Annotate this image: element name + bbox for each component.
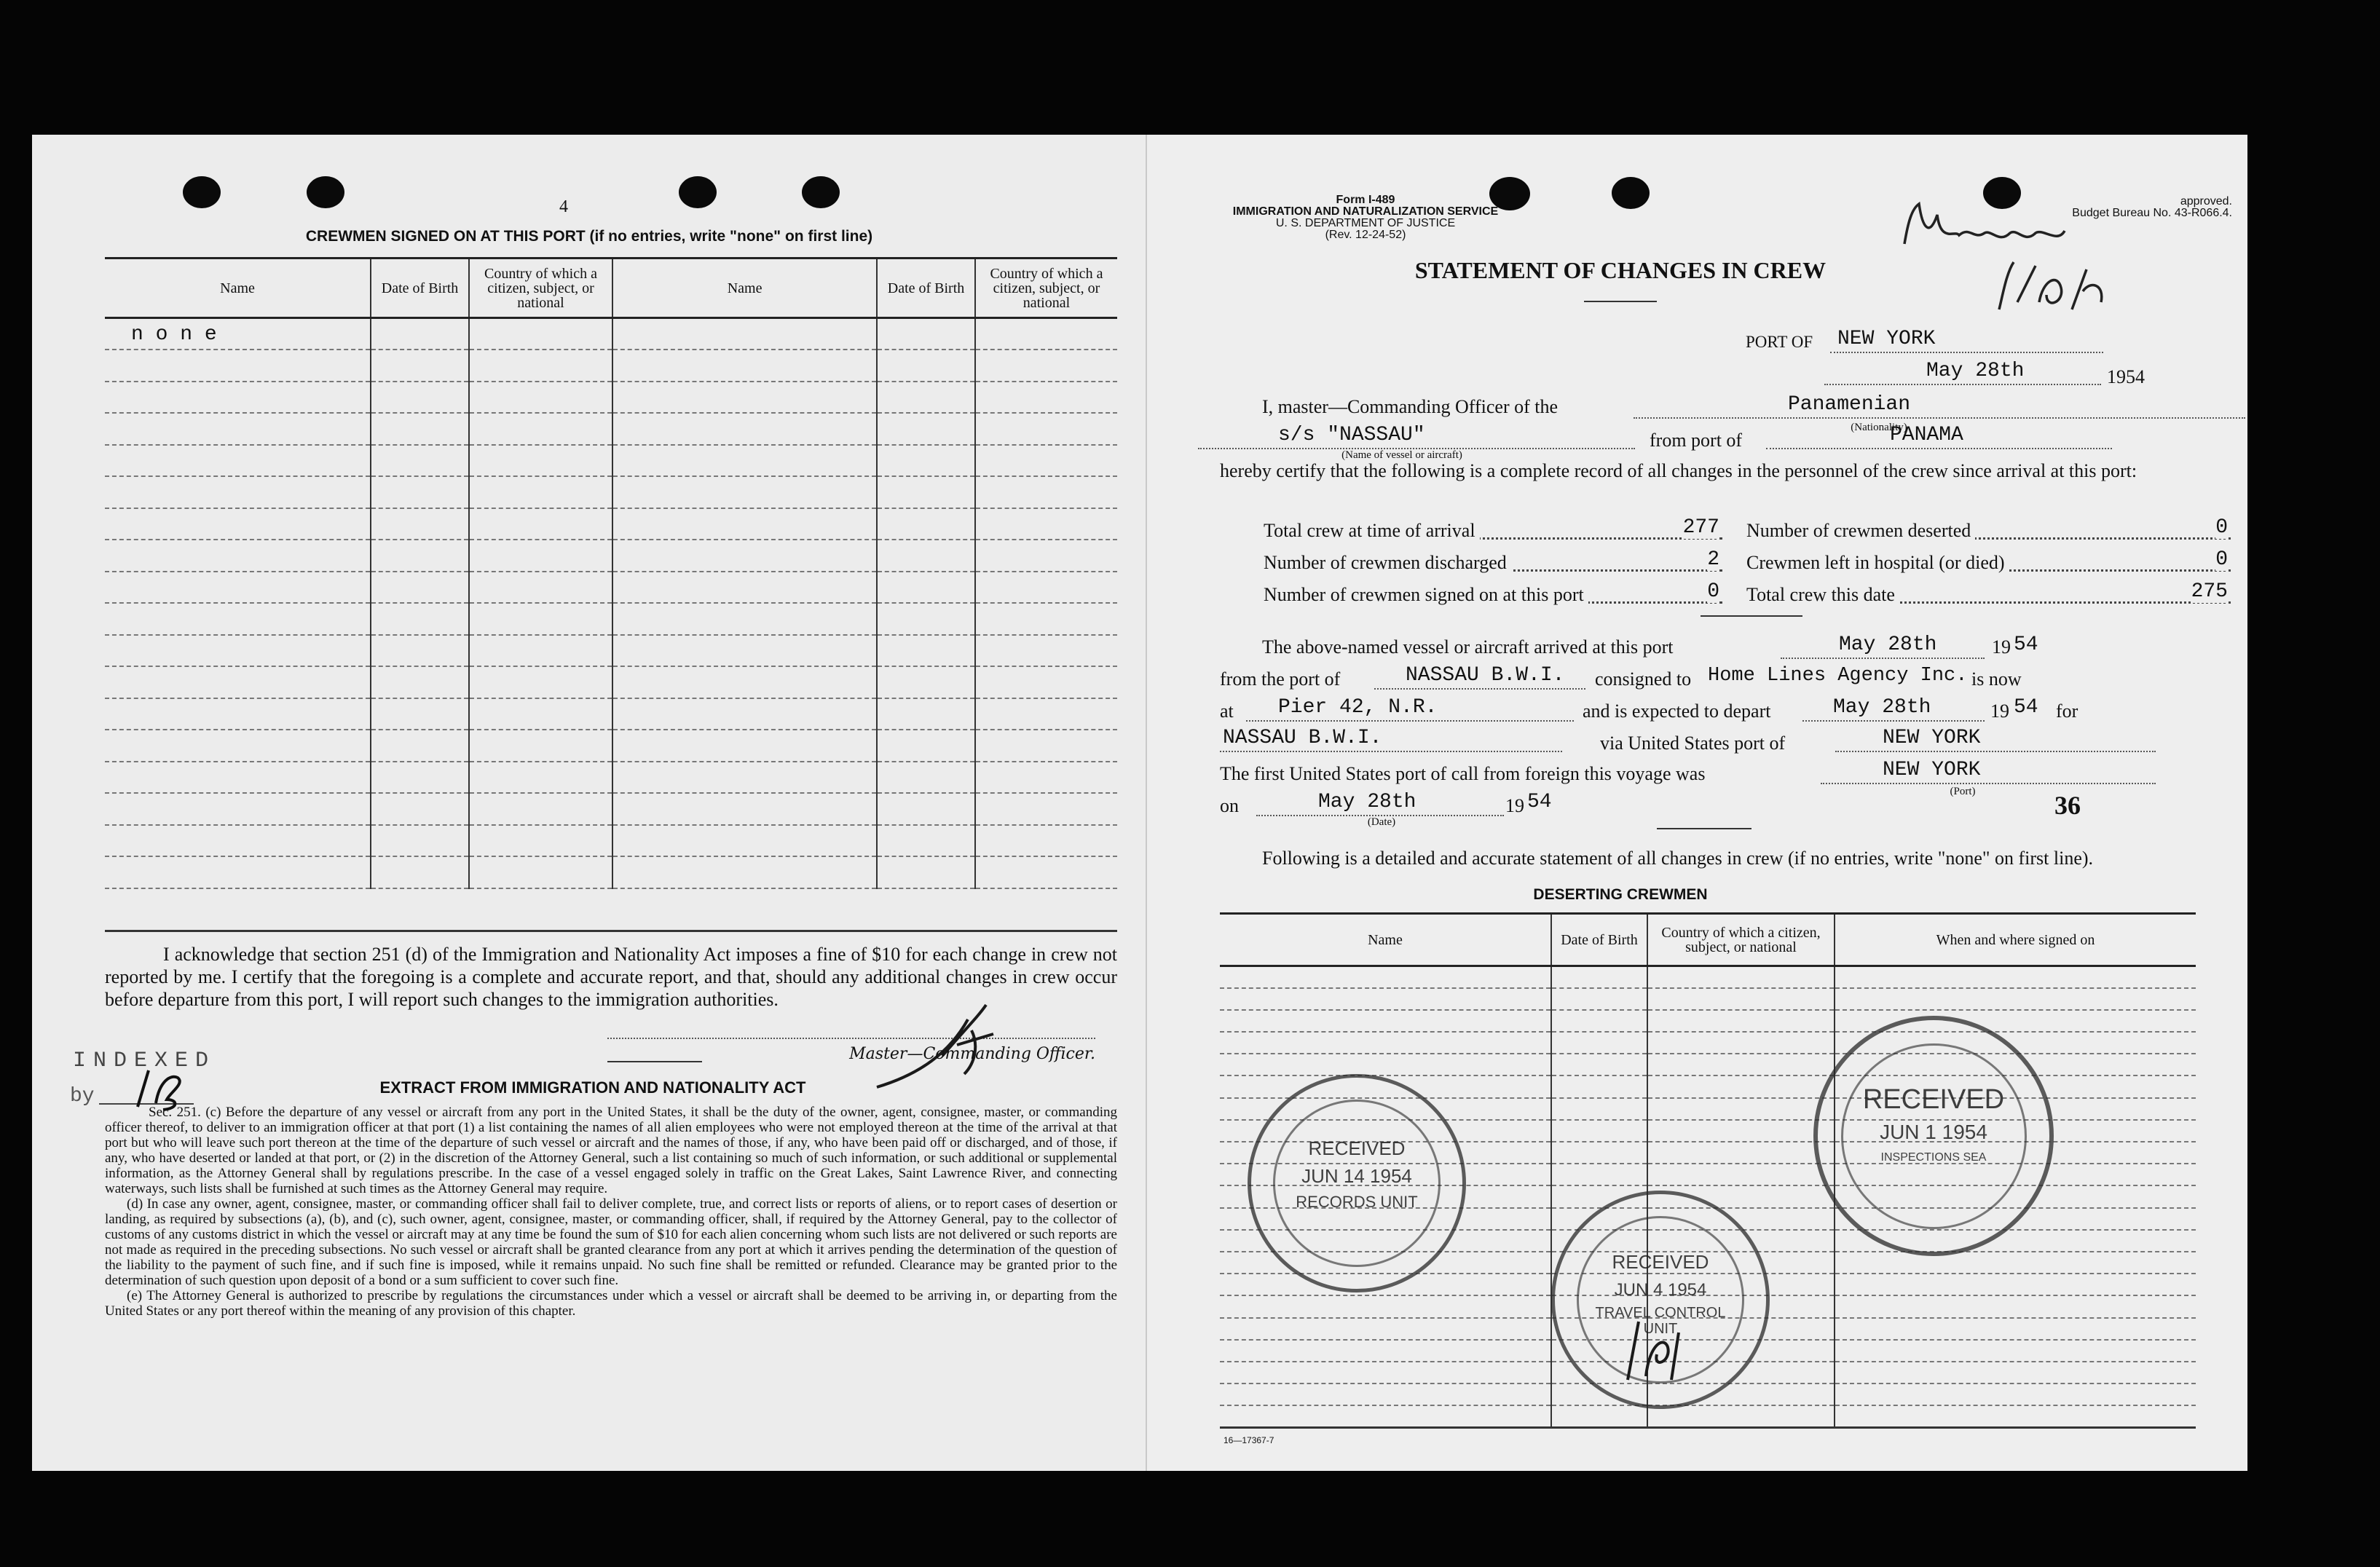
column-header: Country of which a citizen, subject, or national [975,258,1117,318]
arrived-label: The above-named vessel or aircraft arrived at this port [1262,636,1674,658]
nationality-value: Panamenian [1788,393,1911,416]
table-cell [1551,1010,1647,1032]
on-label: on [1220,795,1239,816]
stamp-date: JUN 14 1954 [1301,1165,1412,1187]
table-cell [975,793,1117,825]
master-line-label: I, master—Commanding Officer of the [1262,396,1559,417]
table-cell [371,508,469,540]
table-cell [469,540,612,572]
arrived-from-value: NASSAU B.W.I. [1406,664,1565,687]
table-cell [105,793,371,825]
section-rule [1657,828,1751,829]
indexed-stamp: INDEXED [73,1049,216,1073]
table-cell [1835,988,2196,1010]
table-cell [1647,1075,1835,1097]
stamp-line: RECORDS UNIT [1296,1193,1418,1211]
right-page [1146,135,2247,1471]
consigned-label: consigned to [1595,668,1692,690]
table-cell [1551,1032,1647,1054]
table-row [105,793,1117,825]
table-cell [469,856,612,888]
table-cell [469,382,612,414]
table-cell [469,698,612,730]
table-cell [469,572,612,604]
table-cell [105,476,371,508]
table-cell [105,603,371,635]
table-row [105,508,1117,540]
indexed-by-label: by [70,1085,95,1108]
table-cell [105,730,371,762]
table-cell [612,318,877,350]
count-label: Number of crewmen discharged [1264,552,1511,573]
stamp-line: RECEIVED [1612,1251,1709,1273]
table-cell [612,508,877,540]
footer-code: 16—17367-7 [1224,1435,1274,1445]
table-cell [975,603,1117,635]
table-cell [469,413,612,445]
table-cell [1551,1164,1647,1185]
table-cell [1835,1295,2196,1317]
port-value: NEW YORK [1837,328,1936,350]
table-cell [975,476,1117,508]
extract-text [105,1105,1117,1319]
table-row [105,540,1117,572]
table-cell [1551,1120,1647,1142]
extract-rule [607,1061,702,1062]
column-header: Country of which a citizen, subject, or national [1647,914,1835,966]
table-cell [105,445,371,477]
table-cell [877,350,975,382]
table-cell [371,382,469,414]
punch-hole [1612,177,1650,209]
table-cell [612,572,877,604]
table-cell [1647,1142,1835,1164]
table-cell [105,540,371,572]
table-cell [469,350,612,382]
via-label: via United States port of [1600,733,1786,754]
table-cell [371,318,469,350]
year-value: 1954 [2107,366,2145,387]
table-cell [105,572,371,604]
form-id: Form I-489 [1336,194,1395,206]
column-header: Name [612,258,877,318]
table-cell [1220,1405,1551,1427]
table-cell [371,635,469,667]
acknowledgement-text: I acknowledge that section 251 (d) of the Immigration and Nationality Act imposes a fine of $10 for each change in crew not reported by me. I certify that the foregoing is a complete and accurate report, and that, should any additional changes in crew occur before departure from this port, I will report such changes to the immigration authorities. [105,944,1117,1010]
count-row [1746,548,2231,573]
column-header: Date of Birth [371,258,469,318]
table-cell [975,572,1117,604]
first-port-field [1821,762,2156,784]
table-cell [1647,988,1835,1010]
table-cell [1220,1295,1551,1317]
table-cell [612,476,877,508]
first-port-label: The first United States port of call from foreign this voyage was [1220,763,1706,784]
table-cell [1835,1405,2196,1427]
table-row [105,445,1117,477]
count-label: Number of crewmen deserted [1746,520,1975,541]
table-cell [1647,1054,1835,1075]
table-cell [469,508,612,540]
at-label: at [1220,700,1234,722]
column-header: Date of Birth [877,258,975,318]
table-cell [1220,1054,1551,1075]
table-cell [371,350,469,382]
vessel-value: s/s "NASSAU" [1278,424,1425,446]
table-cell [975,762,1117,794]
year-prefix: 19 [1990,700,2009,722]
table-cell [1835,1362,2196,1384]
table-row [105,666,1117,698]
table-row [1220,1032,2196,1054]
count-value: 0 [2215,516,2228,539]
table-cell [877,413,975,445]
punch-hole [679,176,717,208]
arrived-date-value: May 28th [1839,633,1937,656]
left-page [32,135,1146,1471]
table-cell [1551,1075,1647,1097]
received-stamp-inspections [1813,1016,2054,1256]
column-header: Country of which a citizen, subject, or national [469,258,612,318]
table-cell [877,445,975,477]
table-cell [877,730,975,762]
stamp-line: TRAVEL CONTROL UNIT [1595,1305,1726,1337]
table-cell [612,413,877,445]
table-cell [1220,1010,1551,1032]
approval-line: approved. [2180,195,2232,208]
table-row [105,730,1117,762]
table-bottom-rule [105,930,1117,932]
table-row [105,635,1117,667]
certify-text: hereby certify that the following is a complete record of all changes in the personnel of the crew since arrival at this port: [1220,460,2137,481]
table-cell [105,635,371,667]
column-header: Date of Birth [1551,914,1647,966]
stamp-line: RECEIVED [1308,1137,1406,1159]
table-cell [1647,966,1835,988]
table-cell [877,476,975,508]
table-row [105,413,1117,445]
table-row [1220,1054,2196,1075]
budget-bureau-number: Budget Bureau No. 43-R066.4. [2072,207,2232,219]
table-cell [975,382,1117,414]
table-cell [975,508,1117,540]
location-value: Pier 42, N.R. [1278,696,1438,719]
count-value: 0 [1707,580,1719,603]
column-header: When and where signed on [1835,914,2196,966]
table-cell [975,825,1117,857]
count-row [1746,580,2231,605]
table-cell [975,413,1117,445]
table-cell [877,603,975,635]
table-cell [877,382,975,414]
stamp-date: JUN 4 1954 [1614,1280,1707,1300]
depart-date-value: May 28th [1833,696,1931,719]
is-now-label: is now [1971,668,2022,690]
table-cell [975,698,1117,730]
table-cell [105,666,371,698]
table-cell [612,445,877,477]
punch-hole [307,176,344,208]
table-cell [371,666,469,698]
column-header: Name [220,280,255,296]
count-label: Number of crewmen signed on at this port [1264,584,1588,605]
table-cell [1835,1384,2196,1405]
punch-hole [802,176,840,208]
table-cell [469,793,612,825]
table-cell [371,856,469,888]
table-cell [612,825,877,857]
table-cell [1835,966,2196,988]
table-cell [1551,966,1647,988]
table-cell [469,476,612,508]
table-cell [105,382,371,414]
received-stamp-records [1248,1074,1466,1292]
table-cell [877,508,975,540]
table-cell [612,762,877,794]
date-caption: (Date) [1367,816,1396,828]
count-value: 275 [2191,580,2228,603]
destination-value: NASSAU B.W.I. [1223,727,1382,749]
table-cell [469,318,612,350]
table-row [105,603,1117,635]
table-row [105,698,1117,730]
table-cell [612,856,877,888]
agency-name: IMMIGRATION AND NATURALIZATION SERVICE [1232,205,1499,218]
vessel-caption: (Name of vessel or aircraft) [1341,449,1462,461]
table-cell [371,762,469,794]
punch-hole [183,176,221,208]
table-cell [105,856,371,888]
table-cell [612,635,877,667]
table-row [1220,1405,2196,1427]
year-prefix: 19 [1505,795,1524,816]
table-cell [975,445,1117,477]
table-cell [877,825,975,857]
none-entry: n o n e [131,323,217,346]
table-cell [1647,1098,1835,1120]
table-cell [371,445,469,477]
title-rule [1584,301,1657,302]
table-cell [877,318,975,350]
table-cell [105,698,371,730]
table-row [105,382,1117,414]
department-name: U. S. DEPARTMENT OF JUSTICE [1275,217,1456,229]
crewmen-signed-on-title: CREWMEN SIGNED ON AT THIS PORT (if no entries, write "none" on first line) [305,228,873,245]
table-cell [975,856,1117,888]
table-cell [371,413,469,445]
table-cell [371,730,469,762]
count-label: Total crew this date [1746,584,1899,605]
table-cell [105,762,371,794]
extract-paragraph: (d) In case any owner, agent, consignee, master, or commanding officer shall fail to deliver complete, true, and correct lists or reports of aliens, or to report cases of desertion or landing, as required by subsections (a), (b), and (c), such owner, agent, consignee, master, or commanding officer, shall, if required by the Attorney General, pay to the collector of customs of any customs district in which the vessel or aircraft may at any time be found the sum of $10 for each alien concerning whom such lists are not delivered or such reports are not made as required in the preceding subsections. No such vessel or aircraft shall be granted clearance from any port at which it arrives pending the determination of the question of the liability to the payment of such fine, and if such fine is imposed, while it remains unpaid. No such fine shall be remitted or refunded. Clearance may be granted prior to the determination of such question upon deposit of a bond or a sum sufficient to cover such fine. [105,1196,1117,1288]
following-text: Following is a detailed and accurate statement of all changes in crew (if no entries, write "none" on first line). [1262,848,2094,869]
form-revision: (Rev. 12-24-52) [1325,229,1406,241]
arrived-year-value: 54 [2014,633,2038,656]
consignee-value: Home Lines Agency Inc. [1708,665,1968,687]
table-bottom-rule [1220,1426,2196,1429]
table-cell [105,508,371,540]
count-label: Total crew at time of arrival [1264,520,1480,541]
table-cell [371,698,469,730]
count-row [1264,516,1722,541]
nationality-caption: (Nationality) [1851,422,1907,433]
table-cell [975,730,1117,762]
table-cell [877,698,975,730]
table-cell [469,666,612,698]
table-cell [469,730,612,762]
table-cell [1220,966,1551,988]
table-cell [612,350,877,382]
table-cell [371,793,469,825]
extract-paragraph: (e) The Attorney General is authorized to prescribe by regulations the circumstances under which a vessel or aircraft shall be deemed to be arriving in, or departing from the United States or any port thereof within the meaning of any provision of this chapter. [105,1288,1117,1319]
table-cell [1551,1142,1647,1164]
table-cell [1835,1340,2196,1362]
table-cell [105,825,371,857]
table-cell [1647,1032,1835,1054]
table-cell [1220,1318,1551,1340]
table-cell [877,762,975,794]
counts-rule [1701,615,1802,617]
stamp-date: JUN 1 1954 [1880,1121,1987,1143]
table-cell [1647,1120,1835,1142]
table-cell [1835,1274,2196,1295]
nationality-field [1634,397,2245,419]
table-cell [612,540,877,572]
table-row [105,825,1117,857]
initials-mark [1613,1307,1693,1387]
on-date-value: May 28th [1318,791,1416,813]
for-label: for [2056,700,2078,722]
signature-caption: Master—Commanding Officer. [849,1045,1095,1063]
table-cell [612,382,877,414]
table-cell [1647,1010,1835,1032]
column-header: Name [1368,931,1403,948]
date-value: May 28th [1926,360,2025,382]
table-cell [469,603,612,635]
table-cell [1551,988,1647,1010]
table-cell [371,540,469,572]
table-row [105,350,1117,382]
table-cell [877,540,975,572]
table-cell [975,666,1117,698]
stamp-line: RECEIVED [1862,1084,2005,1115]
table-cell [877,793,975,825]
expected-label: and is expected to depart [1583,700,1771,722]
from-port-of-label: from the port of [1220,668,1341,690]
table-cell [469,445,612,477]
table-cell [877,856,975,888]
count-value: 277 [1682,516,1719,539]
table-cell [469,762,612,794]
table-cell [1220,1032,1551,1054]
via-port-value: NEW YORK [1883,727,1981,749]
count-row [1264,580,1722,605]
table-cell [1835,1252,2196,1274]
table-cell [1220,1362,1551,1384]
table-row [105,476,1117,508]
from-port-label: from port of [1650,430,1743,451]
crewmen-signed-on-table [105,257,1117,889]
table-cell [371,825,469,857]
handwritten-note [1890,200,2123,339]
signature-line [607,1038,1095,1039]
table-cell [975,350,1117,382]
table-cell [877,635,975,667]
table-cell [612,698,877,730]
port-caption: (Port) [1950,786,1976,797]
count-row [1746,516,2231,541]
count-value: 2 [1707,548,1719,571]
table-cell [469,635,612,667]
page-number: 4 [559,197,568,216]
table-cell [1220,1384,1551,1405]
table-cell [1647,1164,1835,1185]
extract-title: EXTRACT FROM IMMIGRATION AND NATIONALITY ACT [379,1078,806,1097]
table-cell [877,666,975,698]
sheet-number: 36 [2054,791,2081,820]
year-prefix: 19 [1992,636,2011,658]
table-cell [612,666,877,698]
table-cell [105,413,371,445]
stamp-line: INSPECTIONS SEA [1880,1151,1987,1164]
table-cell [1647,1405,1835,1427]
table-row [105,856,1117,888]
form-title: STATEMENT OF CHANGES IN CREW [1414,257,1827,283]
table-row [1220,988,2196,1010]
table-cell [371,572,469,604]
table-cell [1551,1054,1647,1075]
table-cell [105,318,371,350]
depart-year-value: 54 [2014,696,2038,719]
table-cell [975,540,1117,572]
form-header [1205,194,1526,241]
table-row [1220,966,2196,988]
table-cell [1551,1098,1647,1120]
table-cell [877,572,975,604]
table-cell [612,730,877,762]
table-cell [371,476,469,508]
table-cell [371,603,469,635]
table-row [105,572,1117,604]
deserting-crewmen-title: DESERTING CREWMEN [1533,886,1708,903]
table-cell [1835,1318,2196,1340]
first-port-value: NEW YORK [1883,759,1981,781]
table-row [1220,1010,2196,1032]
table-cell [1220,988,1551,1010]
from-port-value: PANAMA [1890,424,1963,446]
table-row [105,318,1117,350]
count-label: Crewmen left in hospital (or died) [1746,552,2009,573]
table-cell [105,350,371,382]
table-cell [612,793,877,825]
table-cell [1551,1405,1647,1427]
handwritten-note-text: Nassau 5/28/54 [1890,200,1895,201]
table-cell [469,825,612,857]
on-year-value: 54 [1527,791,1552,813]
extract-paragraph: Sec. 251. (c) Before the departure of any vessel or aircraft from any port in the United States, it shall be the duty of the owner, agent, consignee, master, or commanding officer thereof, to deliver to an immigration officer at that port (1) a list containing the names of all alien employees who were not employed thereon at the time of the arrival at that port but who will leave such port thereon at the time of the departure of such vessel or aircraft and the names of those, if any, who have been paid off or discharged, and of those, if any, who have deserted or landed at that port, or (2) in the discretion of the Attorney General, such a list containing so much of such information, or such additional or supplemental information, as the Attorney General shall by regulations prescribe. In the case of a vessel engaged solely in traffic on the Great Lakes, Saint Lawrence River, and connecting waterways, such lists shall be furnished at such times as the Attorney General may require. [105,1105,1117,1196]
table-cell [975,318,1117,350]
table-cell [975,635,1117,667]
count-value: 0 [2215,548,2228,571]
port-label: PORT OF [1746,333,1813,351]
table-cell [612,603,877,635]
count-row [1264,548,1722,573]
table-cell [1220,1340,1551,1362]
table-row [105,762,1117,794]
